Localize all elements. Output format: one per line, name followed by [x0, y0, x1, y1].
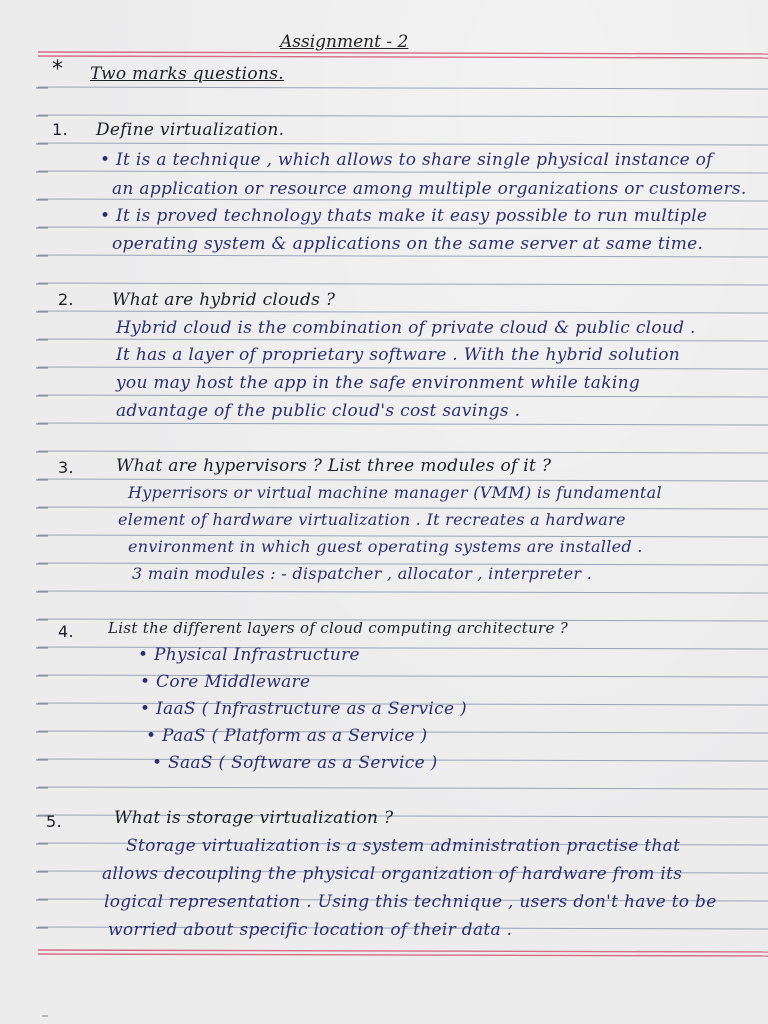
answer-line: you may host the app in the safe environment while taking: [116, 373, 640, 393]
question-number: 3.: [58, 458, 74, 477]
answer-line: environment in which guest operating systems are installed .: [128, 537, 643, 556]
question-number: 2.: [58, 290, 74, 309]
question-text: Define virtualization.: [96, 120, 285, 140]
question-number: 5.: [46, 812, 62, 831]
answer-line: 3 main modules : - dispatcher , allocator , interpreter .: [132, 564, 593, 583]
answer-line: Hyperrisors or virtual machine manager (VMM) is fundamental: [128, 483, 662, 502]
answer-line: operating system & applications on the same server at same time.: [112, 234, 704, 254]
question-number: 4.: [58, 622, 74, 641]
question-text: What are hybrid clouds ?: [112, 290, 336, 310]
list-item: • Physical Infrastructure: [138, 645, 360, 665]
section-heading: Two marks questions.: [90, 64, 284, 84]
question-text: List the different layers of cloud computing architecture ?: [108, 619, 569, 637]
list-item: • PaaS ( Platform as a Service ): [146, 726, 428, 746]
answer-line: allows decoupling the physical organization of hardware from its: [102, 864, 683, 884]
answer-line: advantage of the public cloud's cost savings .: [116, 401, 521, 421]
answer-line: It has a layer of proprietary software . With the hybrid solution: [116, 345, 681, 365]
answer-line: logical representation . Using this technique , users don't have to be: [104, 892, 717, 912]
answer-line: element of hardware virtualization . It recreates a hardware: [118, 510, 626, 529]
answer-line: Storage virtualization is a system administration practise that: [126, 836, 681, 856]
answer-line: • It is a technique , which allows to share single physical instance of: [100, 150, 713, 170]
answer-line: an application or resource among multiple organizations or customers.: [112, 179, 747, 199]
page-title: Assignment - 2: [280, 32, 409, 52]
answer-line: • It is proved technology thats make it easy possible to run multiple: [100, 206, 708, 226]
question-text: What is storage virtualization ?: [114, 808, 394, 828]
question-text: What are hypervisors ? List three modules of it ?: [116, 456, 552, 476]
answer-line: worried about specific location of their data .: [108, 920, 513, 940]
list-item: • SaaS ( Software as a Service ): [152, 753, 438, 773]
list-item: • Core Middleware: [140, 672, 311, 692]
answer-line: Hybrid cloud is the combination of private cloud & public cloud .: [116, 318, 696, 338]
question-number: 1.: [52, 120, 68, 139]
list-item: • IaaS ( Infrastructure as a Service ): [140, 699, 467, 719]
star-marker: *: [52, 57, 64, 82]
